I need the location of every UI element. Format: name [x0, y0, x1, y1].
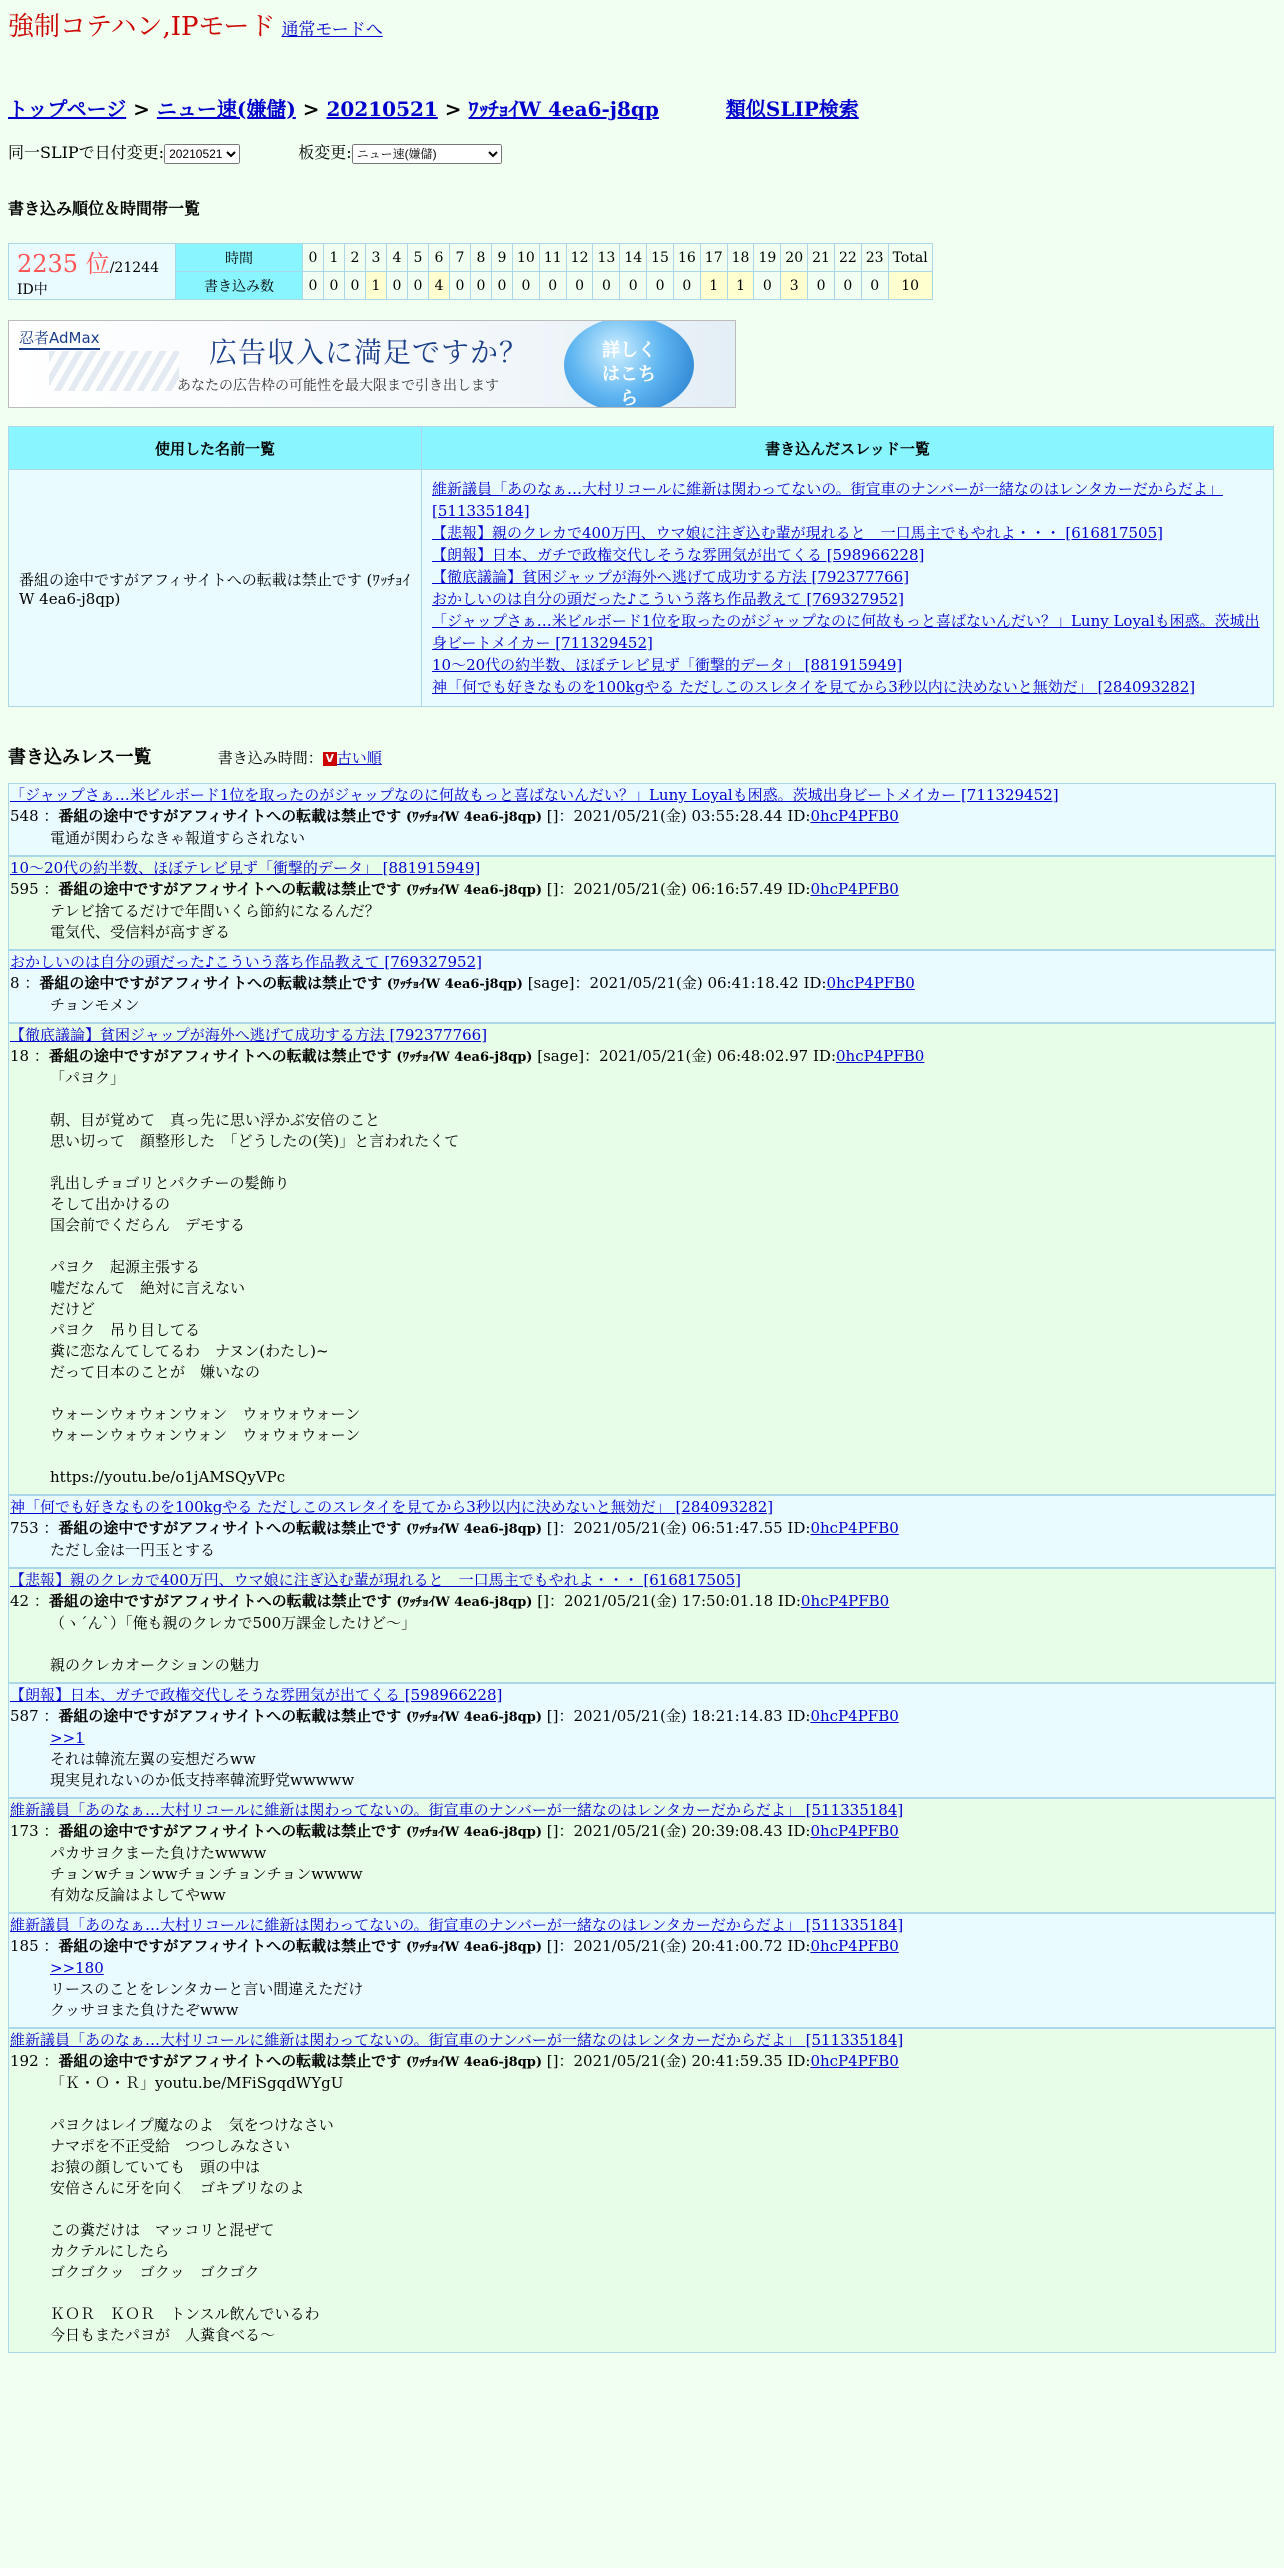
post-thread-link[interactable]: 【徹底議論】貧困ジャップが海外へ逃げて成功する方法 [792377766] — [10, 1026, 488, 1044]
count-cell: 0 — [303, 272, 324, 300]
hour-cell: 8 — [471, 244, 492, 272]
post-author: 番組の途中ですがアフィサイトへの転載は禁止です — [48, 1592, 392, 1610]
post-list — [8, 783, 1276, 2353]
post-id-link[interactable]: 0hcP4PFB0 — [810, 880, 899, 898]
post-thread-link[interactable]: 【悲報】親のクレカで400万円、ウマ娘に注ぎ込む輩が現れると 一口馬主でもやれよ・・・ [616817505] — [10, 1571, 741, 1589]
thread-link[interactable]: 神「何でも好きなものを100kgやる ただしこのスレタイを見てから3秒以内に決めないと無効だ」 [284093282] — [432, 678, 1196, 696]
post-number: 192 — [10, 2052, 39, 2070]
thread-link[interactable]: 【徹底議論】貧困ジャップが海外へ逃げて成功する方法 [792377766] — [432, 568, 910, 586]
hour-cell: 6 — [429, 244, 450, 272]
rank-total: /21244 ID中 — [17, 260, 159, 298]
post-date: ：2021/05/21(金) 06:16:57.49 ID: — [558, 880, 811, 898]
post-trip: (ﾜｯﾁｮｲW 4ea6-j8qp) — [405, 1710, 543, 1725]
hour-cell: 21 — [808, 244, 835, 272]
post-body: （ヽ´ん`）「俺も親のクレカで500万課金したけど～」 親のクレカオークションの魅力 — [50, 1614, 417, 1674]
post-meta: 173 ：番組の途中ですがアフィサイトへの転載は禁止です (ﾜｯﾁｮｲW 4ea6-j8qp) []：2021/05/21(金) 20:39:08.43 ID:0hcP4PFB0 — [10, 1822, 899, 1840]
sort-arrow-icon: V — [323, 752, 337, 766]
post-body: パカサヨクまーた負けたwwww チョンwチョンwwチョンチョンチョンwwww 有効な反論はよしてやww — [50, 1844, 363, 1904]
post-trip: (ﾜｯﾁｮｲW 4ea6-j8qp) — [405, 883, 543, 898]
post-id-link[interactable]: 0hcP4PFB0 — [810, 1822, 899, 1840]
board-select[interactable] — [352, 144, 502, 164]
ranking-table — [8, 243, 933, 300]
post — [8, 783, 1276, 856]
thread-link[interactable]: 【朗報】日本、ガチで政権交代しそうな雰囲気が出てくる [598966228] — [432, 546, 925, 564]
similar-slip-search-link[interactable]: 類似SLIP検索 — [725, 97, 859, 121]
post-meta: 548 ：番組の途中ですがアフィサイトへの転載は禁止です (ﾜｯﾁｮｲW 4ea6-j8qp) []：2021/05/21(金) 03:55:28.44 ID:0hcP4PFB0 — [10, 807, 899, 825]
mode-title: 強制コテハン,IPモード — [8, 12, 276, 42]
post-id-link[interactable]: 0hcP4PFB0 — [810, 1519, 899, 1537]
post — [8, 1023, 1276, 1495]
rank-cell — [9, 244, 176, 300]
post-mail: [sage] — [527, 974, 575, 992]
writes-header — [8, 743, 1276, 769]
post-mail: [] — [537, 1592, 549, 1610]
post-body: 「パヨク」 朝、目が覚めて 真っ先に思い浮かぶ安倍のこと 思い切って 顔整形した 「どうしたの(笑)」と言われたくて 乳出しチョゴリとパクチーの髪飾り そして出かけるの 国会前でくだらん デモする パヨク 起源主張する 嘘だなんて 絶対に言えない だけど パヨク 吊り目してる 糞に恋なんてしてるわ ナヌン(わたし)~ だって日本のことが 嫌いなの ウォーンウォウォンウォン ウォウォウォーン ウォーンウォウォンウォン ウォウォウォーン https://youtu.be/o1jAMSQyVPc — [50, 1069, 460, 1486]
hour-cell: 5 — [408, 244, 429, 272]
count-cell: 1 — [700, 272, 727, 300]
hour-cell: 19 — [754, 244, 781, 272]
ad-details-label: 詳しくはこちら — [602, 340, 656, 408]
count-cell: 0 — [539, 272, 566, 300]
hour-cell: 14 — [620, 244, 647, 272]
count-cell: 0 — [593, 272, 620, 300]
hour-cell: 22 — [834, 244, 861, 272]
count-cell: 4 — [429, 272, 450, 300]
count-cell: 10 — [888, 272, 932, 300]
mode-header — [8, 8, 1276, 49]
hour-cell: 15 — [647, 244, 674, 272]
post-body: ただし金は一円玉とする — [50, 1541, 216, 1559]
post-meta: 185 ：番組の途中ですがアフィサイトへの転載は禁止です (ﾜｯﾁｮｲW 4ea6-j8qp) []：2021/05/21(金) 20:41:00.72 ID:0hcP4PFB0 — [10, 1937, 899, 1955]
count-cell: 0 — [513, 272, 540, 300]
post-author: 番組の途中ですがアフィサイトへの転載は禁止です — [58, 807, 402, 825]
post-number: 18 — [10, 1047, 30, 1065]
post-number: 595 — [10, 880, 39, 898]
count-cell: 0 — [808, 272, 835, 300]
count-cell: 0 — [345, 272, 366, 300]
post-id-link[interactable]: 0hcP4PFB0 — [836, 1047, 925, 1065]
breadcrumb-home[interactable]: トップページ — [8, 97, 127, 121]
hour-cell: 13 — [593, 244, 620, 272]
count-cell: 0 — [566, 272, 593, 300]
post — [8, 1495, 1276, 1568]
post — [8, 950, 1276, 1023]
count-cell: 0 — [450, 272, 471, 300]
post-body: 電通が関わらなきゃ報道すらされない — [50, 829, 306, 847]
post-number: 42 — [10, 1592, 30, 1610]
rank-position: 2235 位 — [17, 250, 110, 278]
post-mail: [] — [546, 2052, 559, 2070]
ad-headline: 広告収入に満足ですか？ — [209, 336, 529, 369]
hour-cell: 11 — [539, 244, 566, 272]
post-number: 8 — [10, 974, 20, 992]
post-id-link[interactable]: 0hcP4PFB0 — [810, 807, 899, 825]
post-thread-link[interactable]: 維新議員「あのなぁ…大村リコールに維新は関わってないの。街宣車のナンバーが一緒なのはレンタカーだからだよ」 [511335184] — [10, 1916, 904, 1934]
post-meta: 8 ：番組の途中ですがアフィサイトへの転載は禁止です (ﾜｯﾁｮｲW 4ea6-j8qp) [sage]：2021/05/21(金) 06:41:18.42 ID:0hcP4PFB0 — [10, 974, 915, 992]
post-author: 番組の途中ですがアフィサイトへの転載は禁止です — [48, 1047, 392, 1065]
post-meta: 42 ：番組の途中ですがアフィサイトへの転載は禁止です (ﾜｯﾁｮｲW 4ea6-j8qp) []：2021/05/21(金) 17:50:01.18 ID:0hcP4PFB0 — [10, 1592, 890, 1610]
count-cell: 0 — [471, 272, 492, 300]
post-thread-link[interactable]: おかしいのは自分の頭だった♪こういう落ち作品教えて [769327952] — [10, 953, 482, 971]
hour-cell: 17 — [700, 244, 727, 272]
post-date: ：2021/05/21(金) 06:48:02.97 ID: — [584, 1047, 837, 1065]
count-cell: 1 — [366, 272, 387, 300]
hour-cell: 3 — [366, 244, 387, 272]
post-number: 548 — [10, 807, 39, 825]
post-number: 587 — [10, 1707, 39, 1725]
selectors-row — [8, 140, 1276, 164]
thread-link[interactable]: 【悲報】親のクレカで400万円、ウマ娘に注ぎ込む輩が現れると 一口馬主でもやれよ・・・ [616817505] — [432, 524, 1163, 542]
post-date: ：2021/05/21(金) 20:41:00.72 ID: — [558, 1937, 811, 1955]
post-author: 番組の途中ですがアフィサイトへの転載は禁止です — [58, 1937, 402, 1955]
reply-anchor-link[interactable]: >>180 — [50, 1959, 104, 1977]
hour-cell: 16 — [673, 244, 700, 272]
post-trip: (ﾜｯﾁｮｲW 4ea6-j8qp) — [405, 1940, 543, 1955]
post-number: 173 — [10, 1822, 39, 1840]
time-row-label: 時間 — [176, 244, 303, 272]
post-mail: [sage] — [537, 1047, 585, 1065]
hour-cell: 0 — [303, 244, 324, 272]
post-mail: [] — [546, 1707, 559, 1725]
post-body: それは韓流左翼の妄想だろww 現実見れないのか低支持率韓流野党wwwww — [50, 1750, 355, 1789]
post-id-link[interactable]: 0hcP4PFB0 — [810, 1707, 899, 1725]
date-change-label: 同一SLIPで日付変更: — [8, 143, 165, 162]
sort-oldest-link[interactable]: 古い順 — [336, 749, 382, 767]
post-meta: 595 ：番組の途中ですがアフィサイトへの転載は禁止です (ﾜｯﾁｮｲW 4ea6-j8qp) []：2021/05/21(金) 06:16:57.49 ID:0hcP4PFB0 — [10, 880, 899, 898]
post — [8, 1568, 1276, 1683]
post-id-link[interactable]: 0hcP4PFB0 — [810, 2052, 899, 2070]
post-trip: (ﾜｯﾁｮｲW 4ea6-j8qp) — [405, 810, 543, 825]
threads-header: 書き込んだスレッド一覧 — [422, 427, 1274, 470]
thread-link[interactable]: 10～20代の約半数、ほぼテレビ見ず「衝撃的データ」 [881915949] — [432, 656, 903, 674]
post-id-link[interactable]: 0hcP4PFB0 — [826, 974, 915, 992]
post-thread-link[interactable]: 神「何でも好きなものを100kgやる ただしこのスレタイを見てから3秒以内に決めないと無効だ」 [284093282] — [10, 1498, 774, 1516]
count-cell: 0 — [861, 272, 888, 300]
count-cell: 0 — [834, 272, 861, 300]
reply-anchor-link[interactable]: >>1 — [50, 1729, 85, 1747]
post-date: ：2021/05/21(金) 20:39:08.43 ID: — [558, 1822, 811, 1840]
ad-decoration — [49, 351, 179, 391]
post-meta: 753 ：番組の途中ですがアフィサイトへの転載は禁止です (ﾜｯﾁｮｲW 4ea6-j8qp) []：2021/05/21(金) 06:51:47.55 ID:0hcP4PFB0 — [10, 1519, 899, 1537]
post-trip: (ﾜｯﾁｮｲW 4ea6-j8qp) — [405, 1522, 543, 1537]
post-thread-link[interactable]: 【朗報】日本、ガチで政権交代しそうな雰囲気が出てくる [598966228] — [10, 1686, 503, 1704]
hour-cell: 12 — [566, 244, 593, 272]
post-date: ：2021/05/21(金) 06:41:18.42 ID: — [574, 974, 827, 992]
breadcrumb-date[interactable]: 20210521 — [326, 97, 438, 121]
post-id-link[interactable]: 0hcP4PFB0 — [800, 1592, 890, 1610]
hour-cell: 18 — [727, 244, 754, 272]
post-thread-link[interactable]: 10～20代の約半数、ほぼテレビ見ず「衝撃的データ」 [881915949] — [10, 859, 481, 877]
used-name: 番組の途中ですがアフィサイトへの転載は禁止です (ﾜｯﾁｮｲW 4ea6-j8qp) — [9, 470, 422, 707]
post-id-link[interactable]: 0hcP4PFB0 — [810, 1937, 899, 1955]
post-author: 番組の途中ですがアフィサイトへの転載は禁止です — [58, 1519, 402, 1537]
post-mail: [] — [546, 880, 559, 898]
post — [8, 1913, 1276, 2028]
breadcrumb-board[interactable]: ニュー速(嫌儲) — [156, 97, 296, 121]
count-row-label: 書き込み数 — [176, 272, 303, 300]
hour-cell: 20 — [781, 244, 808, 272]
post-thread-link[interactable]: 維新議員「あのなぁ…大村リコールに維新は関わってないの。街宣車のナンバーが一緒なのはレンタカーだからだよ」 [511335184] — [10, 1801, 904, 1819]
thread-link[interactable]: おかしいのは自分の頭だった♪こういう落ち作品教えて [769327952] — [432, 590, 904, 608]
post — [8, 856, 1276, 950]
post-author: 番組の途中ですがアフィサイトへの転載は禁止です — [58, 1822, 402, 1840]
breadcrumb-separator: > — [295, 97, 327, 121]
hour-cell: 23 — [861, 244, 888, 272]
post-date: ：2021/05/21(金) 20:41:59.35 ID: — [558, 2052, 811, 2070]
count-cell: 0 — [647, 272, 674, 300]
ad-subtext: あなたの広告枠の可能性を最大限まで引き出します — [177, 378, 499, 394]
post — [8, 1798, 1276, 1913]
post-mail: [] — [546, 807, 559, 825]
hour-cell: 9 — [492, 244, 513, 272]
post-trip: (ﾜｯﾁｮｲW 4ea6-j8qp) — [396, 1595, 533, 1610]
breadcrumb-slip[interactable]: ﾜｯﾁｮｲW 4ea6-j8qp — [468, 97, 659, 121]
writes-time-label: 書き込み時間： — [217, 749, 323, 767]
post-date: ：2021/05/21(金) 18:21:14.83 ID: — [558, 1707, 811, 1725]
count-cell: 0 — [620, 272, 647, 300]
hour-cell: 1 — [324, 244, 345, 272]
post-date: ：2021/05/21(金) 03:55:28.44 ID: — [558, 807, 811, 825]
thread-list — [422, 470, 1274, 707]
post-meta: 18 ：番組の途中ですがアフィサイトへの転載は禁止です (ﾜｯﾁｮｲW 4ea6-j8qp) [sage]：2021/05/21(金) 06:48:02.97 ID:0hcP4PFB0 — [10, 1047, 925, 1065]
post-date: ：2021/05/21(金) 17:50:01.18 ID: — [548, 1592, 801, 1610]
post-trip: (ﾜｯﾁｮｲW 4ea6-j8qp) — [396, 1050, 533, 1065]
date-select[interactable] — [164, 144, 240, 164]
thread-link[interactable]: 「ジャップさぁ…米ビルボード1位を取ったのがジャップなのに何故もっと喜ばないんだい？」Luny Loyalも困惑。茨城出身ビートメイカー [711329452] — [432, 612, 1260, 652]
count-cell: 0 — [387, 272, 408, 300]
post-body: テレビ捨てるだけで年間いくら節約になるんだ？ 電気代、受信料が高すぎる — [50, 902, 380, 941]
hour-cell: 2 — [345, 244, 366, 272]
post-body: チョンモメン — [50, 996, 140, 1014]
breadcrumb-separator: > — [437, 97, 469, 121]
hour-cell: 10 — [513, 244, 540, 272]
count-cell: 0 — [408, 272, 429, 300]
ranking-heading: 書き込み順位＆時間帯一覧 — [8, 199, 201, 218]
post-body: 「Ｋ・Ｏ・Ｒ」youtu.be/MFiSgqdWYgU パヨクはレイプ魔なのよ 気をつけなさい ナマポを不正受給 つつしみなさい お猿の顔していても 頭の中は 安倍さんに牙を向く ゴキブリなのよ この糞だけは マッコリと混ぜて カクテルにしたら ゴクゴクッ ゴクッ ゴクゴク ＫＯＲ ＫＯＲ トンスル飲んでいるわ 今日もまたパヨが 人糞食べる～ — [50, 2074, 344, 2344]
post-author: 番組の途中ですがアフィサイトへの転載は禁止です — [39, 974, 383, 992]
post-mail: [] — [546, 1519, 559, 1537]
board-change-label: 板変更: — [298, 143, 352, 162]
count-cell: 0 — [673, 272, 700, 300]
post-number: 753 — [10, 1519, 39, 1537]
post-meta: 587 ：番組の途中ですがアフィサイトへの転載は禁止です (ﾜｯﾁｮｲW 4ea6-j8qp) []：2021/05/21(金) 18:21:14.83 ID:0hcP4PFB0 — [10, 1707, 899, 1725]
breadcrumb-separator: > — [126, 97, 157, 121]
names-header: 使用した名前一覧 — [9, 427, 422, 470]
writes-heading: 書き込みレス一覧 — [8, 747, 152, 768]
post-trip: (ﾜｯﾁｮｲW 4ea6-j8qp) — [405, 1825, 543, 1840]
post-number: 185 — [10, 1937, 39, 1955]
post-trip: (ﾜｯﾁｮｲW 4ea6-j8qp) — [405, 2055, 543, 2070]
post-date: ：2021/05/21(金) 06:51:47.55 ID: — [558, 1519, 811, 1537]
post — [8, 1683, 1276, 1798]
normal-mode-link[interactable]: 通常モードへ — [281, 20, 383, 40]
post-meta: 192 ：番組の途中ですがアフィサイトへの転載は禁止です (ﾜｯﾁｮｲW 4ea6-j8qp) []：2021/05/21(金) 20:41:59.35 ID:0hcP4PFB0 — [10, 2052, 899, 2070]
post-mail: [] — [546, 1822, 559, 1840]
hour-cell: Total — [888, 244, 932, 272]
ad-details-button[interactable] — [564, 320, 694, 408]
count-cell: 0 — [754, 272, 781, 300]
post-thread-link[interactable]: 「ジャップさぁ…米ビルボード1位を取ったのがジャップなのに何故もっと喜ばないんだい？」Luny Loyalも困惑。茨城出身ビートメイカー [711329452] — [10, 786, 1059, 804]
ad-logo: 忍者AdMax — [19, 327, 100, 350]
post-body: リースのことをレンタカーと言い間違えただけ クッサヨまた負けたぞwww — [50, 1980, 364, 2019]
hour-cell: 4 — [387, 244, 408, 272]
names-threads-table — [8, 426, 1274, 707]
post-trip: (ﾜｯﾁｮｲW 4ea6-j8qp) — [386, 977, 523, 992]
post-thread-link[interactable]: 維新議員「あのなぁ…大村リコールに維新は関わってないの。街宣車のナンバーが一緒なのはレンタカーだからだよ」 [511335184] — [10, 2031, 904, 2049]
thread-link[interactable]: 維新議員「あのなぁ…大村リコールに維新は関わってないの。街宣車のナンバーが一緒なのはレンタカーだからだよ」 [511335184] — [432, 480, 1223, 520]
post-author: 番組の途中ですがアフィサイトへの転載は禁止です — [58, 2052, 402, 2070]
post — [8, 2028, 1276, 2353]
count-cell: 0 — [492, 272, 513, 300]
count-cell: 0 — [324, 272, 345, 300]
post-mail: [] — [546, 1937, 559, 1955]
hour-cell: 7 — [450, 244, 471, 272]
count-cell: 1 — [727, 272, 754, 300]
count-cell: 3 — [781, 272, 808, 300]
breadcrumb — [8, 93, 1276, 122]
post-author: 番組の途中ですがアフィサイトへの転載は禁止です — [58, 880, 402, 898]
post-author: 番組の途中ですがアフィサイトへの転載は禁止です — [58, 1707, 402, 1725]
ad-banner[interactable] — [8, 320, 736, 408]
